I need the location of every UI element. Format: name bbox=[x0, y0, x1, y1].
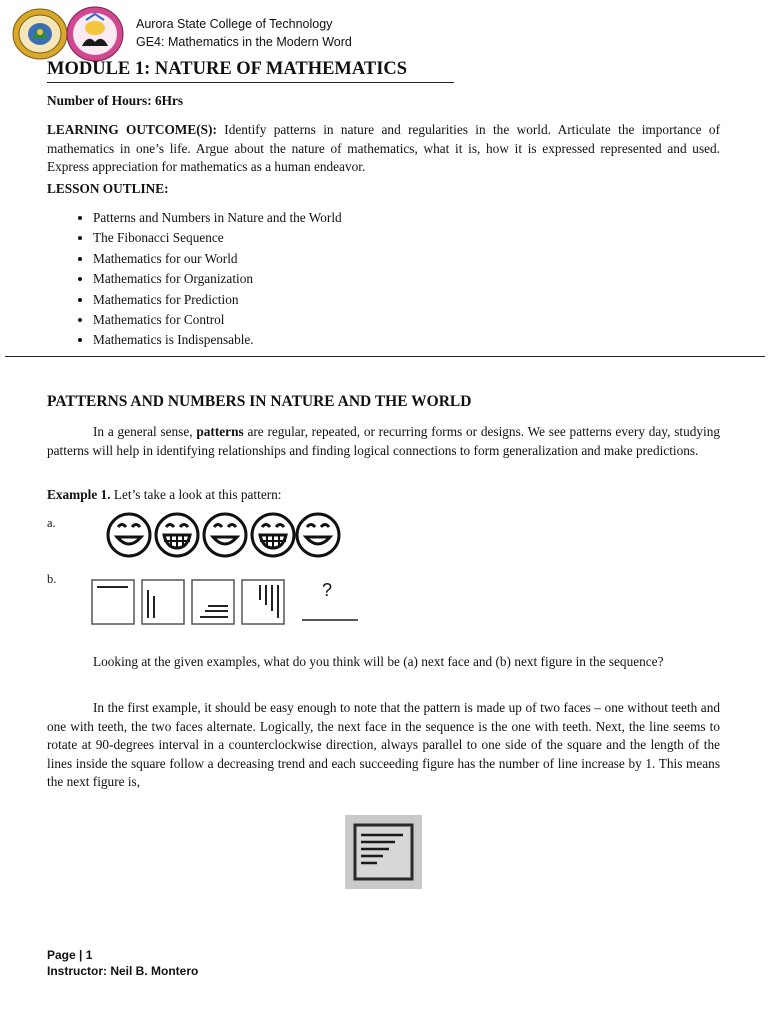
list-item: • Mathematics for Prediction bbox=[93, 290, 342, 310]
label-a: a. bbox=[47, 516, 56, 530]
instructor-name: Instructor: Neil B. Montero bbox=[47, 964, 199, 978]
section-divider bbox=[5, 356, 765, 357]
face-smiling-icon bbox=[108, 514, 150, 556]
answer-figure bbox=[345, 815, 422, 889]
page-number: Page | 1 bbox=[47, 948, 93, 962]
faces-pattern bbox=[84, 508, 344, 563]
list-item: • Mathematics for our World bbox=[93, 249, 342, 269]
learning-outcome-text: Identify patterns in nature and regularities in the world. Articulate the importance of mathematics in one’s life. Argue about the nature of mathematics, what it is, how it is expressed represented and used. Express appreciation for mathematics as a human endeavor. bbox=[47, 122, 720, 174]
example-label: Example 1. bbox=[47, 487, 111, 502]
hours-value: 6Hrs bbox=[154, 93, 184, 108]
list-item: • Mathematics for Organization bbox=[93, 269, 342, 289]
intro-bold-term: patterns bbox=[196, 424, 244, 439]
face-teeth-icon bbox=[156, 514, 198, 556]
intro-text-after: are regular, repeated, or recurring forms or designs. We see patterns every day, studying patterns will help in identifying relationships and finding logical connections to form generalization and make predictions. bbox=[47, 424, 720, 458]
example-text: Let’s take a look at this pattern: bbox=[110, 487, 282, 502]
institution-name: Aurora State College of Technology bbox=[136, 17, 333, 31]
section-title: PATTERNS AND NUMBERS IN NATURE AND THE WORLD bbox=[47, 393, 472, 410]
question-paragraph: Looking at the given examples, what do you think will be (a) next face and (b) next figure in the sequence? bbox=[93, 654, 664, 669]
intro-paragraph bbox=[47, 423, 720, 460]
face-smiling-icon bbox=[297, 514, 339, 556]
title-underline bbox=[47, 82, 454, 83]
list-item: • Mathematics is Indispensable. bbox=[93, 330, 342, 350]
explanation-paragraph: In the first example, it should be easy enough to note that the pattern is made up of two faces – one without teeth and one with teeth, the two faces alternate. Logically, the next face in the sequence is the one with teeth. Next, the line seems to rotate at 90-degrees interval in a counterclockwise direction, always parallel to one side of the square and the length of the lines inside the square follow a decreasing trend and each succeeding figure has the number of line increase by 1. This means the next figure is, bbox=[47, 700, 720, 789]
list-item: • The Fibonacci Sequence bbox=[93, 228, 342, 248]
course-title: GE4: Mathematics in the Modern Word bbox=[136, 35, 352, 49]
college-seal-icon bbox=[12, 8, 68, 60]
learning-outcome bbox=[47, 121, 720, 177]
label-b: b. bbox=[47, 572, 57, 586]
list-item: • Mathematics for Control bbox=[93, 310, 342, 330]
lesson-outline-list bbox=[47, 208, 342, 351]
example-heading bbox=[47, 487, 282, 503]
hours-line bbox=[47, 93, 183, 109]
intro-text-before: In a general sense, bbox=[93, 424, 197, 439]
face-smiling-icon bbox=[204, 514, 246, 556]
question-mark: ? bbox=[322, 580, 333, 600]
lesson-outline-label: LESSON OUTLINE: bbox=[47, 181, 169, 196]
face-teeth-icon bbox=[252, 514, 294, 556]
module-title: MODULE 1: NATURE OF MATHEMATICS bbox=[47, 59, 408, 79]
list-item: • Patterns and Numbers in Nature and the World bbox=[93, 208, 342, 228]
learning-outcome-label: LEARNING OUTCOME(S): bbox=[47, 122, 217, 137]
hours-label: Number of Hours: bbox=[47, 93, 152, 108]
department-seal-icon bbox=[66, 6, 124, 62]
